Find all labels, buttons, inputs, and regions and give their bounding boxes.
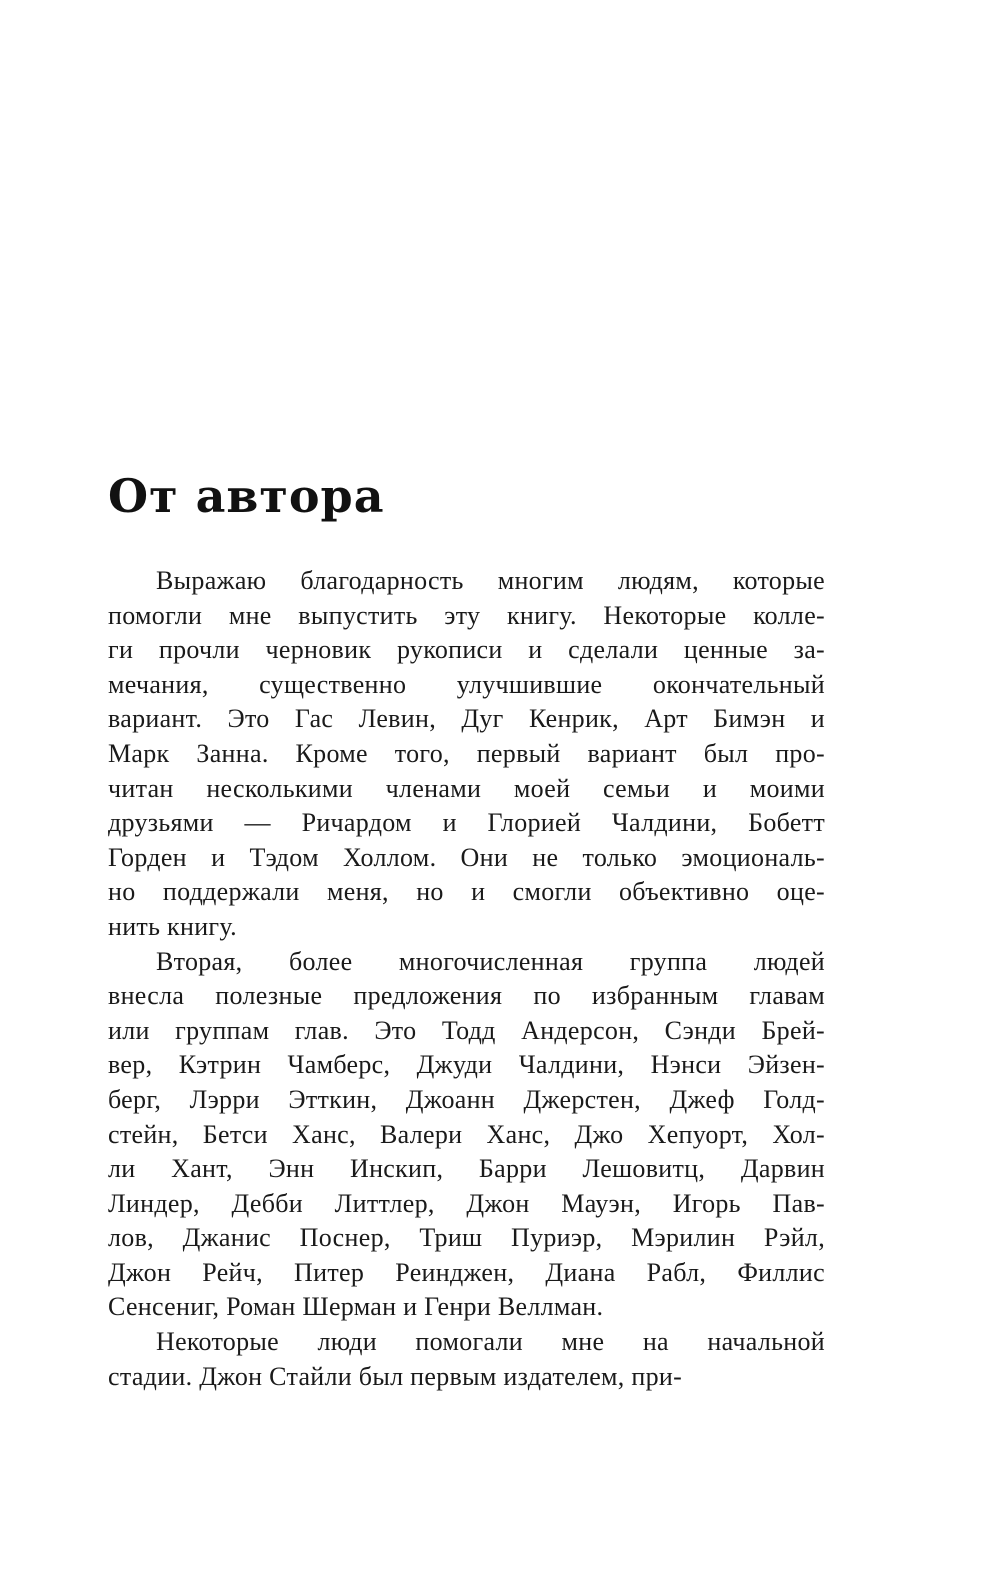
text-line: или группам глав. Это Тодд Андерсон, Сэнди Брей-: [108, 1015, 825, 1045]
text-line: Некоторые люди помогали мне на начальной: [156, 1327, 825, 1357]
text-line: Линдер, Дебби Литтлер, Джон Мауэн, Игорь Пав-: [108, 1188, 825, 1218]
text-line: вер, Кэтрин Чамберс, Джуди Чалдини, Нэнси Эйзен-: [108, 1050, 825, 1080]
paragraph: [108, 564, 825, 945]
book-page: [108, 0, 825, 1585]
text-line: Джон Рейч, Питер Реинджен, Диана Рабл, Филлис: [108, 1257, 825, 1287]
text-line: ли Хант, Энн Инскип, Барри Лешовитц, Дарвин: [108, 1154, 825, 1184]
text-line: мечания, существенно улучшившие окончательный: [108, 669, 825, 699]
text-line: читан несколькими членами моей семьи и моими: [108, 773, 825, 803]
paragraph: [108, 1325, 825, 1394]
text-line: лов, Джанис Поснер, Триш Пуриэр, Мэрилин Рэйл,: [108, 1223, 825, 1253]
text-line: помогли мне выпустить эту книгу. Некоторые колле-: [108, 600, 825, 630]
text-line: Горден и Тэдом Холлом. Они не только эмоциональ-: [108, 842, 825, 872]
paragraph: [108, 945, 825, 1326]
text-line: внесла полезные предложения по избранным главам: [108, 981, 825, 1011]
text-line: берг, Лэрри Этткин, Джоанн Джерстен, Джеф Голд-: [108, 1084, 825, 1114]
text-line: ги прочли черновик рукописи и сделали ценные за-: [108, 635, 825, 665]
text-line: Выражаю благодарность многим людям, которые: [156, 566, 825, 595]
body-text: [108, 564, 825, 1394]
text-line: вариант. Это Гас Левин, Дуг Кенрик, Арт Бимэн и: [108, 704, 825, 734]
text-line: друзьями — Ричардом и Глорией Чалдини, Бобетт: [108, 808, 825, 838]
text-line: Вторая, более многочисленная группа людей: [156, 946, 825, 976]
text-line: нить книгу.: [108, 911, 237, 941]
chapter-heading: От автора: [108, 469, 385, 523]
text-line: стейн, Бетси Ханс, Валери Ханс, Джо Хепуорт, Хол-: [108, 1119, 825, 1149]
text-line: Марк Занна. Кроме того, первый вариант был про-: [108, 738, 825, 768]
text-line: Сенсениг, Роман Шерман и Генри Веллман.: [108, 1292, 604, 1322]
text-line: но поддержали меня, но и смогли объективно оце-: [108, 877, 825, 907]
text-line: стадии. Джон Стайли был первым издателем, при-: [108, 1361, 683, 1391]
